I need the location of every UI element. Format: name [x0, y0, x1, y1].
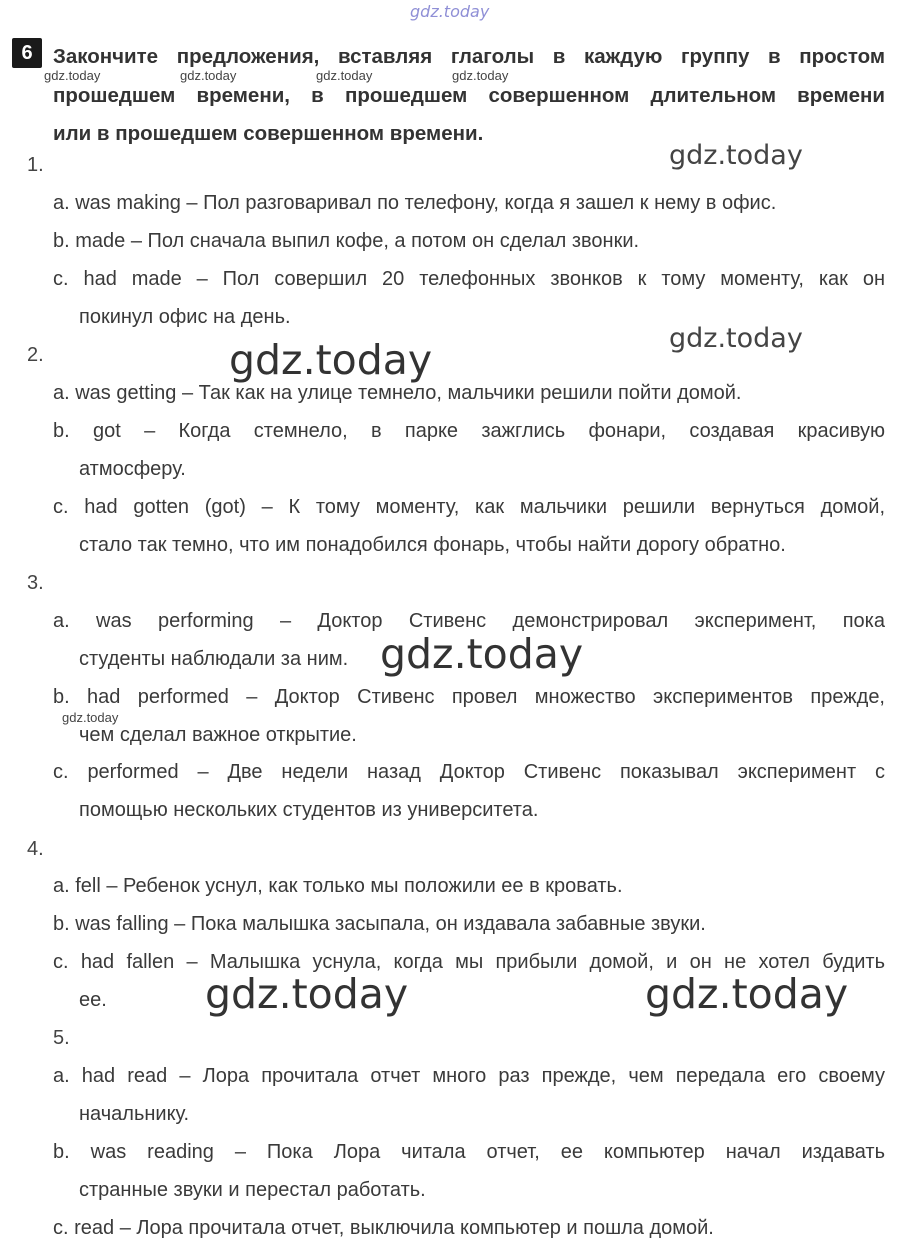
- answer-line: b. was falling – Пока малышка засыпала, он издавала забавные звуки.: [53, 913, 706, 935]
- answer-item: [53, 412, 885, 488]
- answer-line: a. had read – Лора прочитала отчет много раз прежде, чем передала его своему: [53, 1065, 885, 1087]
- watermark-small: gdz.today: [452, 68, 509, 83]
- answer-line: c. had fallen – Малышка уснула, когда мы прибыли домой, и он не хотел будить: [53, 951, 885, 973]
- answer-item: [53, 1057, 885, 1133]
- answer-line: c. had gotten (got) – К тому моменту, как мальчики решили вернуться домой,: [53, 496, 885, 518]
- watermark-large: gdz.today: [229, 336, 433, 384]
- answer-line: начальнику.: [79, 1103, 190, 1125]
- answer-line: b. was reading – Пока Лора читала отчет, ее компьютер начал издавать: [53, 1141, 885, 1163]
- watermark-large: gdz.today: [380, 630, 584, 678]
- task-line: прошедшем времени, в прошедшем совершенном длительном времени: [53, 83, 885, 107]
- answer-line: странные звуки и перестал работать.: [79, 1179, 426, 1201]
- group-number: 5.: [53, 1027, 70, 1049]
- answer-line: a. was making – Пол разговаривал по телефону, когда я зашел к нему в офис.: [53, 192, 777, 214]
- answer-item: [53, 905, 885, 943]
- group-number: 3.: [27, 572, 44, 594]
- task-line: Закончите предложения, вставляя глаголы в каждую группу в простом: [53, 45, 885, 68]
- watermark-small: gdz.today: [316, 68, 373, 83]
- group-number: 1.: [27, 154, 44, 176]
- answer-item: [53, 602, 885, 678]
- answer-line: b. got – Когда стемнело, в парке зажглись фонари, создавая красивую: [53, 420, 885, 442]
- answer-line: ее.: [79, 989, 107, 1011]
- watermark-small: gdz.today: [62, 710, 119, 725]
- watermark-small: gdz.today: [180, 68, 237, 83]
- answer-item: [53, 374, 885, 412]
- answer-line: покинул офис на день.: [79, 306, 291, 328]
- answer-line: a. fell – Ребенок уснул, как только мы положили ее в кровать.: [53, 875, 623, 897]
- watermark-medium: gdz.today: [669, 323, 803, 354]
- answer-item: [53, 753, 885, 829]
- answer-line: a. was performing – Доктор Стивенс демонстрировал эксперимент, пока: [53, 610, 885, 632]
- watermark-large: gdz.today: [645, 970, 849, 1018]
- answer-line: b. made – Пол сначала выпил кофе, а потом он сделал звонки.: [53, 230, 640, 252]
- answer-line: c. performed – Две недели назад Доктор Стивенс показывал эксперимент с: [53, 761, 885, 783]
- answer-line: c. had made – Пол совершил 20 телефонных звонков к тому моменту, как он: [53, 268, 885, 290]
- watermark-small: gdz.today: [44, 68, 101, 83]
- task-line: или в прошедшем совершенном времени.: [53, 122, 484, 145]
- answer-item: [53, 943, 885, 1019]
- answer-line: b. had performed – Доктор Стивенс провел множество экспериментов прежде,: [53, 686, 885, 708]
- answer-item: [53, 488, 885, 564]
- answer-line: студенты наблюдали за ним.: [79, 648, 349, 670]
- task-instruction: [53, 38, 885, 154]
- task-number-badge: 6: [12, 38, 42, 68]
- answer-item: [53, 184, 885, 222]
- answer-item: [53, 222, 885, 260]
- answer-line: помощью нескольких студентов из университета.: [79, 799, 539, 821]
- answer-line: c. read – Лора прочитала отчет, выключила компьютер и пошла домой.: [53, 1217, 714, 1239]
- answer-item: [53, 260, 885, 336]
- answer-line: чем сделал важное открытие.: [79, 724, 357, 746]
- answer-line: атмосферу.: [79, 458, 186, 480]
- answer-line: стало так темно, что им понадобился фонарь, чтобы найти дорогу обратно.: [79, 534, 786, 556]
- watermark-large: gdz.today: [205, 970, 409, 1018]
- answer-line: a. was getting – Так как на улице темнело, мальчики решили пойти домой.: [53, 382, 742, 404]
- group-number: 4.: [27, 838, 44, 860]
- answer-item: [53, 1133, 885, 1209]
- answer-item: [53, 1209, 885, 1247]
- watermark-medium: gdz.today: [669, 140, 803, 171]
- watermark-top: gdz.today: [410, 2, 490, 21]
- group-number: 2.: [27, 344, 44, 366]
- answer-item: [53, 678, 885, 754]
- answer-item: [53, 867, 885, 905]
